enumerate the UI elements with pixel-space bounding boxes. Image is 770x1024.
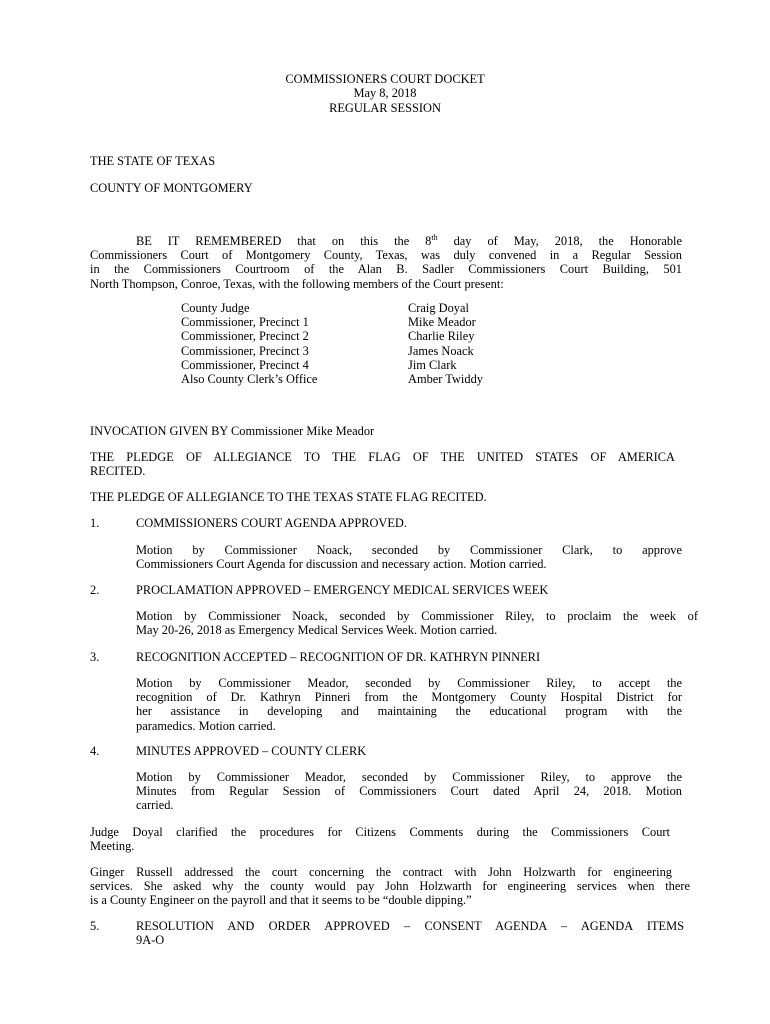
member-row — [181, 301, 581, 315]
item-number: 2. — [90, 583, 100, 597]
item-title: RECOGNITION ACCEPTED – RECOGNITION OF DR. KATHRYN PINNERI — [136, 650, 541, 664]
member-name: Mike Meador — [408, 315, 476, 330]
remembered-line-2: Commissioners Court of Montgomery County, Texas, was duly convened in a Regular Session — [90, 248, 682, 263]
docket-title: COMMISSIONERS COURT DOCKET — [285, 72, 485, 86]
item-title: PROCLAMATION APPROVED – EMERGENCY MEDICAL SERVICES WEEK — [136, 583, 549, 597]
item-motion — [136, 543, 682, 571]
invocation-line: INVOCATION GIVEN BY Commissioner Mike Meador — [90, 424, 375, 438]
item-motion — [136, 770, 682, 813]
item-title: MINUTES APPROVED – COUNTY CLERK — [136, 744, 367, 758]
item-title: COMMISSIONERS COURT AGENDA APPROVED. — [136, 516, 407, 530]
member-name: Charlie Riley — [408, 329, 475, 344]
paragraph-line: is a County Engineer on the payroll and that it seems to be “double dipping.” — [90, 893, 472, 908]
docket-date: May 8, 2018 — [353, 86, 417, 100]
item-number: 1. — [90, 516, 100, 530]
member-role: Commissioner, Precinct 3 — [181, 343, 309, 358]
members-roster — [181, 301, 581, 386]
item-number: 3. — [90, 650, 100, 664]
pledge-texas: THE PLEDGE OF ALLEGIANCE TO THE TEXAS STATE FLAG RECITED. — [90, 490, 487, 504]
item-number: 5. — [90, 919, 100, 933]
motion-line: paramedics. Motion carried. — [136, 718, 276, 733]
remembered-line-1: BE IT REMEMBERED that on this the 8th day of May, 2018, the Honorable — [136, 232, 682, 248]
item-motion — [136, 609, 698, 637]
motion-line: recognition of Dr. Kathryn Pinneri from the Montgomery County Hospital District for — [136, 690, 682, 705]
motion-line: Minutes from Regular Session of Commissioners Court dated April 24, 2018. Motion — [136, 784, 682, 799]
remembered-line-3: in the Commissioners Courtroom of the Alan B. Sadler Commissioners Court Building, 501 — [90, 262, 682, 277]
paragraph-line: services. She asked why the county would pay John Holzwarth for engineering services when there — [90, 879, 690, 894]
member-name: James Noack — [408, 343, 474, 358]
member-role: Commissioner, Precinct 2 — [181, 329, 309, 344]
item-title-line: RESOLUTION AND ORDER APPROVED – CONSENT AGENDA – AGENDA ITEMS — [136, 919, 684, 933]
motion-line: May 20-26, 2018 as Emergency Medical Services Week. Motion carried. — [136, 623, 498, 638]
member-row — [181, 344, 581, 358]
member-row — [181, 315, 581, 329]
member-row — [181, 329, 581, 343]
state-line: THE STATE OF TEXAS — [90, 154, 216, 168]
citizen-comment-paragraph — [90, 865, 690, 908]
item-title — [136, 919, 684, 947]
motion-line: Motion by Commissioner Meador, seconded by Commissioner Riley, to approve the — [136, 770, 682, 784]
paragraph-line: Ginger Russell addressed the court concerning the contract with John Holzwarth for engineering — [90, 865, 672, 879]
pledge-us-line-1: THE PLEDGE OF ALLEGIANCE TO THE FLAG OF THE UNITED STATES OF AMERICA — [90, 450, 675, 464]
member-role: County Judge — [181, 301, 250, 315]
motion-line: Motion by Commissioner Noack, seconded by Commissioner Clark, to approve — [136, 543, 682, 557]
motion-line: Commissioners Court Agenda for discussion and necessary action. Motion carried. — [136, 557, 547, 572]
item-title-line: 9A-O — [136, 933, 165, 948]
pledge-us — [90, 450, 675, 478]
remembered-paragraph — [90, 234, 682, 291]
session-type: REGULAR SESSION — [329, 101, 441, 115]
member-role: Commissioner, Precinct 4 — [181, 357, 309, 372]
member-name: Craig Doyal — [408, 301, 469, 315]
item-motion — [136, 676, 682, 733]
paragraph-line: Judge Doyal clarified the procedures for Citizens Comments during the Commissioners Court — [90, 825, 670, 839]
item-number: 4. — [90, 744, 100, 758]
member-row — [181, 358, 581, 372]
member-role: Also County Clerk’s Office — [181, 371, 318, 386]
member-name: Amber Twiddy — [408, 371, 483, 386]
pledge-us-line-2: RECITED. — [90, 464, 146, 479]
motion-line: Motion by Commissioner Meador, seconded by Commissioner Riley, to accept the — [136, 676, 682, 690]
motion-line: her assistance in developing and maintaining the educational program with the — [136, 704, 682, 719]
member-name: Jim Clark — [408, 357, 457, 372]
motion-line: carried. — [136, 798, 174, 813]
paragraph-line: Meeting. — [90, 839, 135, 854]
judge-clarified-paragraph — [90, 825, 670, 853]
remembered-line-4: North Thompson, Conroe, Texas, with the following members of the Court present: — [90, 276, 504, 291]
member-role: Commissioner, Precinct 1 — [181, 315, 309, 330]
motion-line: Motion by Commissioner Noack, seconded by Commissioner Riley, to proclaim the week of — [136, 609, 698, 623]
member-row — [181, 372, 581, 386]
county-line: COUNTY OF MONTGOMERY — [90, 181, 253, 195]
